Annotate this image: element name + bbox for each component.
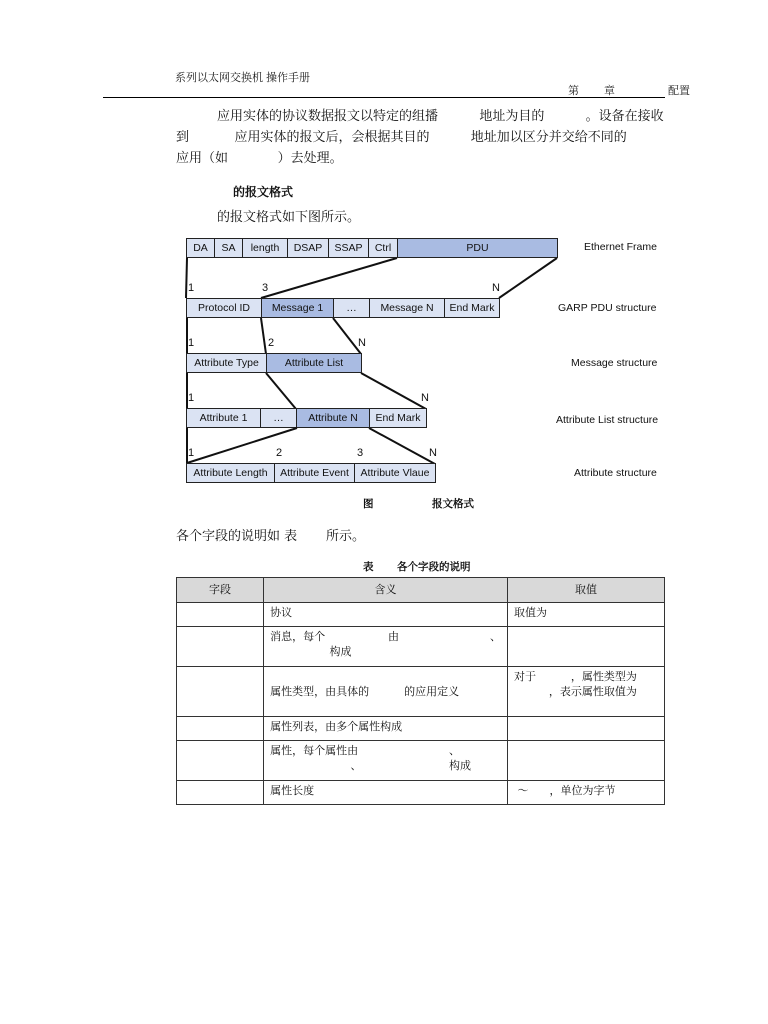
- table-caption: 各个字段的说明: [397, 561, 471, 573]
- pdu-field: End Mark: [444, 298, 500, 318]
- cell-field: [177, 717, 264, 741]
- paragraph-line: 到 应用实体的报文后，会根据其目的 地址加以区分并交给不同的: [176, 130, 627, 145]
- ethernet-field: SSAP: [328, 238, 369, 258]
- table-row: [177, 781, 665, 805]
- attribute-field: Attribute Length: [186, 463, 275, 483]
- message-field: Attribute Type: [186, 353, 267, 373]
- fields-table: [176, 577, 665, 805]
- ethernet-field: length: [242, 238, 288, 258]
- attr-list-field: Attribute 1: [186, 408, 261, 428]
- index-number: N: [358, 337, 366, 349]
- figure-caption: 报文格式: [432, 498, 474, 510]
- cell-meaning: 属性列表，由多个属性构成: [264, 717, 508, 741]
- cell-value: [507, 741, 664, 781]
- table-reference: 各个字段的说明如 表 所示。: [176, 529, 366, 544]
- cell-meaning: 属性，每个属性由 、 、 构成: [264, 741, 508, 781]
- structure-label: Attribute List structure: [556, 414, 659, 426]
- table-header-row: [177, 578, 665, 603]
- cell-meaning: 属性长度: [264, 781, 508, 805]
- ethernet-field: Ctrl: [368, 238, 398, 258]
- pdu-field: Protocol ID: [186, 298, 262, 318]
- ethernet-field: DA: [186, 238, 215, 258]
- index-number: N: [492, 282, 500, 294]
- pdu-field: Message N: [369, 298, 445, 318]
- column-header-field: 字段: [177, 578, 264, 603]
- column-header-meaning: 含义: [264, 578, 508, 603]
- section-heading: 的报文格式: [233, 185, 294, 199]
- table-row: [177, 741, 665, 781]
- cell-value: 对于 ，属性类型为 ，表示属性取值为: [507, 667, 664, 717]
- index-number: 1: [188, 282, 195, 294]
- cell-field: [177, 781, 264, 805]
- index-number: N: [429, 447, 437, 459]
- cell-value: ～ ，单位为字节: [507, 781, 664, 805]
- index-number: 2: [276, 447, 283, 459]
- message-field-attr-list: Attribute List: [266, 353, 362, 373]
- index-number: 1: [188, 337, 195, 349]
- table-row: [177, 603, 665, 627]
- column-header-value: 取值: [507, 578, 664, 603]
- paragraph-line: 应用实体的协议数据报文以特定的组播 地址为目的 。设备在接收: [217, 109, 664, 124]
- figure-intro: 的报文格式如下图所示。: [217, 210, 361, 225]
- structure-label: Message structure: [571, 357, 658, 369]
- table-row: [177, 717, 665, 741]
- table-row: [177, 667, 665, 717]
- table-row: [177, 627, 665, 667]
- table-caption-prefix: 表: [363, 561, 374, 573]
- header-doc-title: 系列以太网交换机 操作手册: [175, 72, 311, 84]
- cell-meaning: 消息，每个 由 、 构成: [264, 627, 508, 667]
- index-number: 1: [188, 392, 195, 404]
- index-number: N: [421, 392, 429, 404]
- figure-caption-prefix: 图: [363, 498, 374, 510]
- header-chapter-prefix: 第: [568, 84, 579, 97]
- cell-meaning: 属性类型，由具体的 的应用定义: [264, 667, 508, 717]
- pdu-field-message: Message 1: [261, 298, 334, 318]
- structure-label: Ethernet Frame: [584, 241, 657, 253]
- ethernet-field: DSAP: [287, 238, 329, 258]
- cell-field: [177, 627, 264, 667]
- index-number: 2: [268, 337, 275, 349]
- cell-value: [507, 627, 664, 667]
- attribute-field: Attribute Event: [274, 463, 355, 483]
- attr-list-field: End Mark: [369, 408, 427, 428]
- attr-list-field: …: [260, 408, 297, 428]
- cell-field: [177, 741, 264, 781]
- cell-meaning: 协议: [264, 603, 508, 627]
- cell-value: 取值为: [507, 603, 664, 627]
- ethernet-field: SA: [214, 238, 243, 258]
- cell-field: [177, 603, 264, 627]
- index-number: 3: [262, 282, 269, 294]
- index-number: 1: [188, 447, 195, 459]
- header-section: 配置: [668, 84, 690, 97]
- structure-label: GARP PDU structure: [558, 302, 657, 314]
- cell-value: [507, 717, 664, 741]
- cell-field: [177, 667, 264, 717]
- attribute-field: Attribute Vlaue: [354, 463, 436, 483]
- ethernet-field-pdu: PDU: [397, 238, 558, 258]
- index-number: 3: [357, 447, 364, 459]
- header-chapter-unit: 章: [604, 84, 615, 97]
- pdu-field: …: [333, 298, 370, 318]
- structure-label: Attribute structure: [574, 467, 657, 479]
- paragraph-line: 应用（如 ）去处理。: [176, 151, 343, 166]
- attr-list-field-attribute: Attribute N: [296, 408, 370, 428]
